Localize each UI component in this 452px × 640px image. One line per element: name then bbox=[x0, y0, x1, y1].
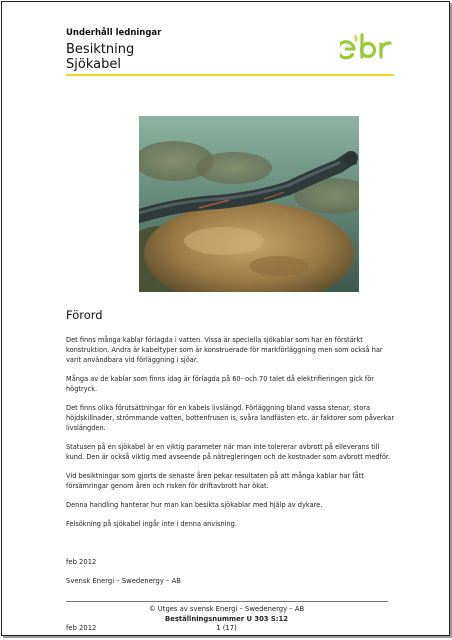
footer-published-by: © Utges av svensk Energi – Swedenergy – AB bbox=[148, 605, 305, 613]
paragraph: Många av de kablar som finns idag är förlagda på 60- och 70 talet då elektrifieringen gick för högtryck. bbox=[66, 375, 374, 393]
footer-order-number: Beställningsnummer U 303 S:12 bbox=[165, 615, 288, 623]
body-text bbox=[66, 335, 396, 538]
signature-organization: Svensk Energi – Swedenergy – AB bbox=[66, 577, 181, 585]
paragraph: Denna handling hanterar hur man kan besikta sjökablar med hjälp av dykare. bbox=[66, 501, 323, 509]
header-divider bbox=[66, 74, 394, 76]
underwater-cable-photo bbox=[139, 116, 359, 292]
paragraph: Vid besiktningar som gjorts de senaste åren pekar resultaten på att många kablar har fått försämringar genom åren och risken för driftavbrott har ökat. bbox=[66, 472, 364, 490]
title-line-2: Sjökabel bbox=[66, 57, 121, 72]
paragraph: Det finns många kablar förlagda i vatten. Vissa är speciella sjökablar som har en förstärkt konstruktion. Andra är kabeltyper som är konstruerade för markförläggning men som också har varit användbara vid förläggning i sjöar. bbox=[66, 336, 383, 364]
signature-date: feb 2012 bbox=[66, 558, 97, 566]
document-title bbox=[66, 42, 134, 72]
document-category: Underhåll ledningar bbox=[66, 28, 162, 38]
footer-page-number: 1 (17) bbox=[216, 624, 237, 632]
document-page bbox=[1, 1, 450, 636]
paragraph: Statusen på en sjökabel är en viktig parameter när man inte tolererar avbrott på elleverans till kund. Den är också viktig med avseende på nätregleringen och de kostnader som avbrott medför. bbox=[66, 443, 391, 461]
paragraph: Det finns olika förutsättningar för en kabels livslängd. Förläggning bland vassa stenar, stora höjdskillnader, strömmande vatten, bottenfrusen is, svåra landfästen etc. är faktorer som påverkar livslängden. bbox=[66, 404, 395, 432]
title-line-1: Besiktning bbox=[66, 42, 135, 57]
section-title-foreword: Förord bbox=[66, 308, 103, 322]
footer-date: feb 2012 bbox=[66, 624, 97, 632]
footer-divider bbox=[66, 601, 388, 602]
paragraph: Felsökning på sjökabel ingår inte i denna anvisning. bbox=[66, 520, 237, 528]
ebr-logo bbox=[340, 32, 394, 64]
